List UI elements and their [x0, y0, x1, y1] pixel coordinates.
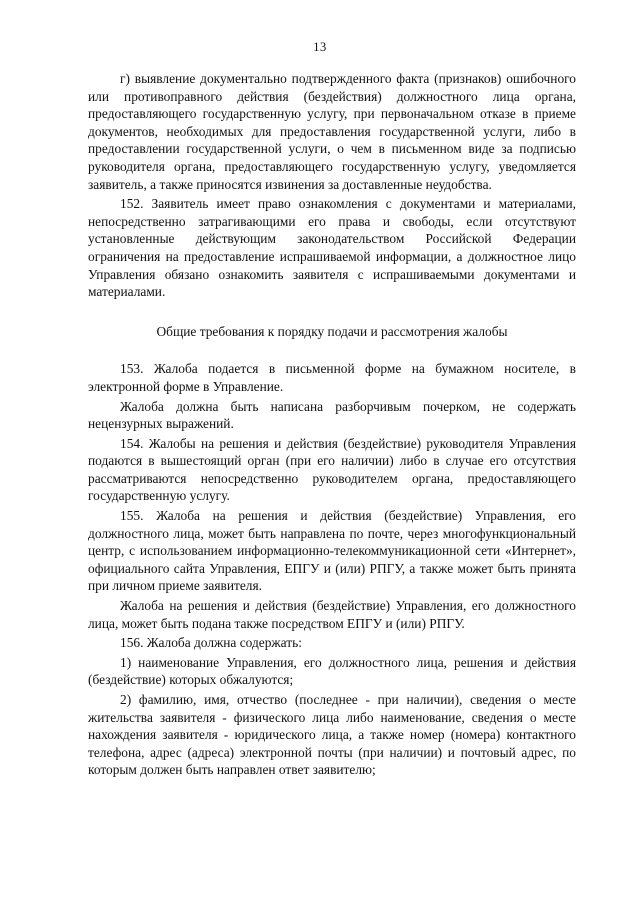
section-heading: Общие требования к порядку подачи и рассмотрения жалобы: [156, 323, 508, 339]
paragraph-155: 155. Жалоба на решения и действия (бездействие) Управления, его должностного лица, может быть направлена по почте, через многофункциональный центр, с использованием информационно-телекоммуникационной сети «Интернет», официального сайта Управления, ЕПГУ и (или) РПГУ, а также может быть принята при личном приеме заявителя.: [88, 508, 576, 594]
paragraph-154: 154. Жалобы на решения и действия (бездействие) руководителя Управления подаются в вышестоящий орган (при его наличии) либо в случае его отсутствия рассматриваются непосредственно руководителем органа, предоставляющего государственную услугу.: [88, 435, 576, 504]
paragraph-156-item-1: 1) наименование Управления, его должностного лица, решения и действия (бездействие) которых обжалуются;: [88, 654, 576, 688]
document-body: [88, 70, 576, 781]
paragraph-153: 153. Жалоба подается в письменной форме на бумажном носителе, в электронной форме в Управление.: [88, 361, 576, 394]
paragraph-153-handwriting: Жалоба должна быть написана разборчивым почерком, не содержать нецензурных выражений.: [88, 398, 576, 432]
page-number: 13: [313, 40, 327, 54]
paragraph-152: 152. Заявитель имеет право ознакомления с документами и материалами, непосредственно затрагивающими его права и свободы, если отсутствуют установленные действующим законодательством Российской Федерации ограничения на предоставление испрашиваемой информации, а должностное лицо Управления обязано ознакомить заявителя с испрашиваемыми документами и материалами.: [88, 196, 576, 300]
paragraph-item-g: г) выявление документально подтвержденного факта (признаков) ошибочного или противоправного действия (бездействия) должностного лица органа, предоставляющего государственную услугу, при первоначальном отказе в приеме документов, необходимых для предоставления государственной услуги, либо в предоставлении государственной услуги, о чем в письменном виде за подписью руководителя органа, предоставляющего государственную услугу, уведомляется заявитель, а также приносятся извинения за доставленные неудобства.: [88, 71, 576, 192]
paragraph-155-epgu: Жалоба на решения и действия (бездействие) Управления, его должностного лица, может быть подана также посредством ЕПГУ и (или) РПГУ.: [88, 598, 576, 631]
paragraph-156: 156. Жалоба должна содержать:: [120, 635, 302, 651]
paragraph-156-item-2: 2) фамилию, имя, отчество (последнее - при наличии), сведения о месте жительства заявителя - физического лица либо наименование, сведения о месте нахождения заявителя - юридического лица, а также номер (номера) контактного телефона, адрес (адреса) электронной почты (при наличии) и почтовый адрес, по которым должен быть направлен ответ заявителю;: [88, 692, 576, 778]
